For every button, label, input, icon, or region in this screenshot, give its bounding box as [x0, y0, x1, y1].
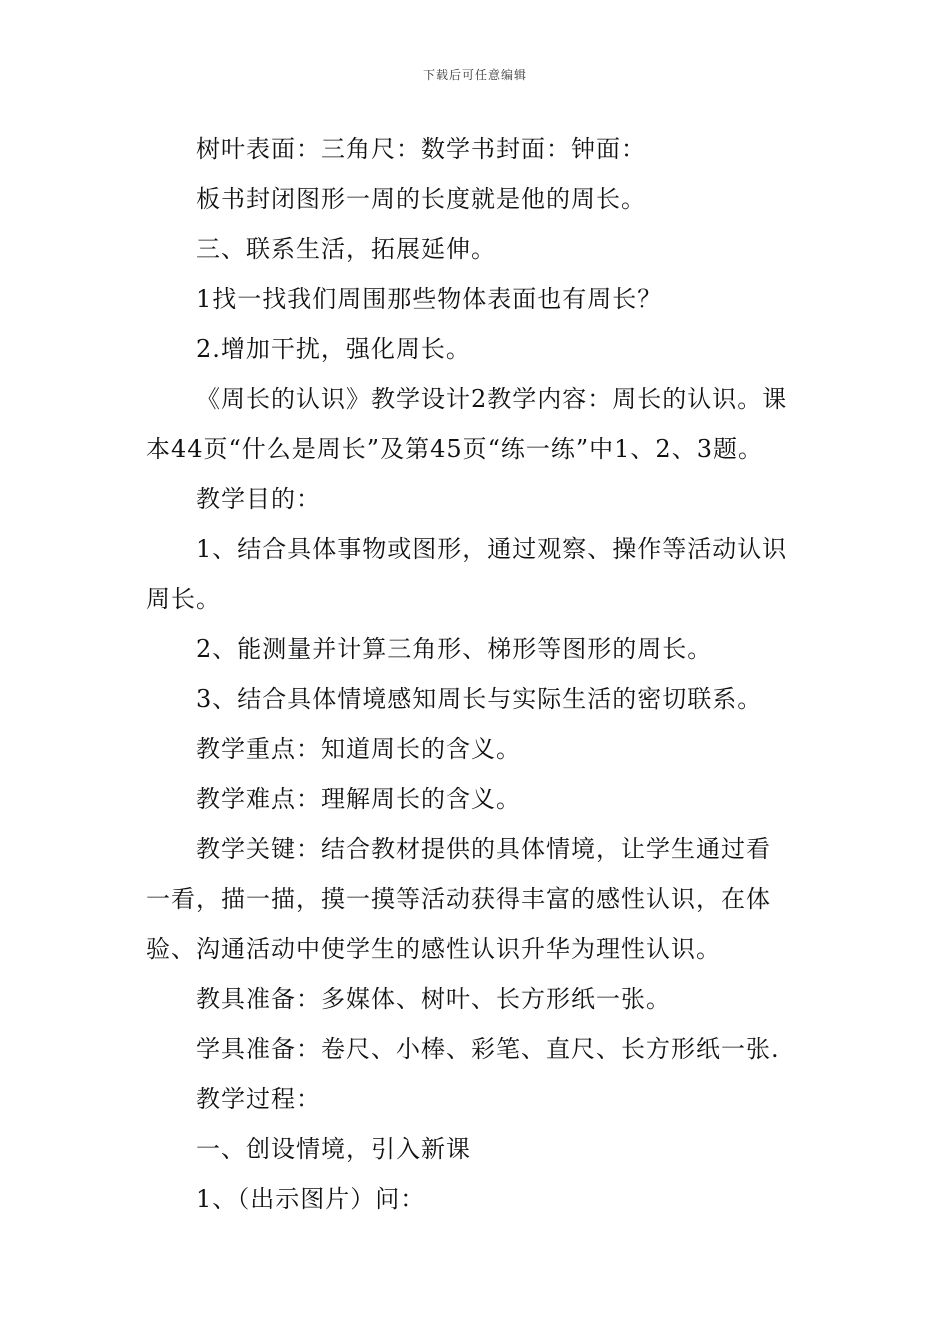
text-line: 教学重点：知道周长的含义。	[196, 735, 521, 763]
text-line: 教学关键：结合教材提供的具体情境，让学生通过看	[196, 835, 771, 863]
text-line: 本44页“什么是周长”及第45页“练一练”中1、2、3题。	[146, 435, 763, 463]
text-line: 1、结合具体事物或图形，通过观察、操作等活动认识	[196, 535, 788, 563]
text-line: 2.增加干扰，强化周长。	[196, 335, 471, 363]
text-line: 《周长的认识》教学设计2教学内容：周长的认识。课	[196, 385, 788, 413]
text-line: 验、沟通活动中使学生的感性认识升华为理性认识。	[146, 935, 721, 963]
text-line: 一、创设情境，引入新课	[196, 1135, 471, 1163]
text-line: 学具准备：卷尺、小棒、彩笔、直尺、长方形纸一张.	[196, 1035, 780, 1063]
text-line: 2、能测量并计算三角形、梯形等图形的周长。	[196, 635, 713, 663]
page-header: 下载后可任意编辑	[422, 68, 527, 82]
text-line: 三、联系生活，拓展延伸。	[196, 235, 496, 263]
text-line: 板书封闭图形一周的长度就是他的周长。	[196, 185, 646, 213]
text-line: 教学目的：	[196, 485, 321, 513]
text-line: 1找一找我们周围那些物体表面也有周长？	[196, 285, 663, 313]
text-line: 教具准备：多媒体、树叶、长方形纸一张。	[196, 985, 671, 1013]
text-line: 教学过程：	[196, 1085, 321, 1113]
document-body	[146, 124, 818, 1224]
text-line: 教学难点：理解周长的含义。	[196, 785, 521, 813]
text-line: 树叶表面：三角尺：数学书封面：钟面：	[196, 135, 646, 163]
text-line: 3、结合具体情境感知周长与实际生活的密切联系。	[196, 685, 763, 713]
text-line: 1、（出示图片）问：	[196, 1185, 426, 1213]
text-line: 一看，描一描，摸一摸等活动获得丰富的感性认识，在体	[146, 885, 771, 913]
text-line: 周长。	[146, 585, 221, 613]
